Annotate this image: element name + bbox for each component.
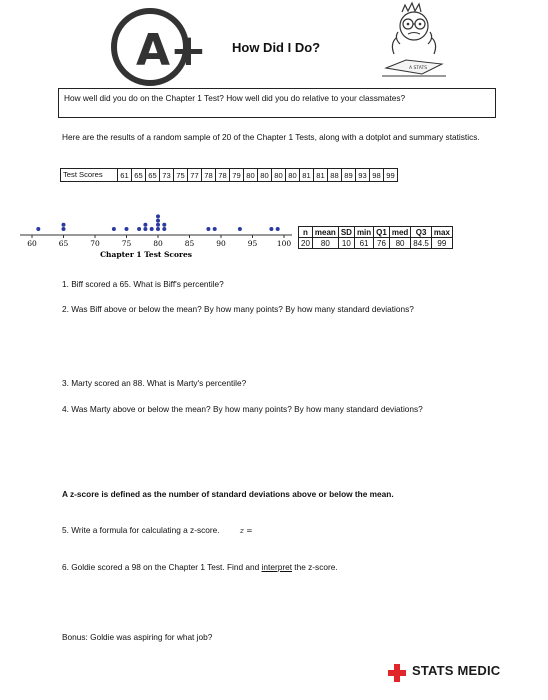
scores-label: Test Scores [61,169,118,182]
stats-header-cell: min [354,227,373,238]
score-cell: 77 [188,169,202,182]
dotplot-point [62,227,66,231]
dotplot-tick-label: 95 [247,239,258,248]
dotplot-point [62,223,66,227]
dotplot-point [213,227,217,231]
dotplot-point [269,227,273,231]
dotplot-point [162,223,166,227]
score-cell: 78 [202,169,216,182]
student-cartoon [376,2,450,82]
question-5 [62,525,502,536]
question-box: How well did you do on the Chapter 1 Test? How well did you do relative to your classmates? [58,88,496,118]
intro-text: Here are the results of a random sample of 20 of the Chapter 1 Tests, along with a dotplot and summary statistics. [62,132,480,142]
question-6-pre: 6. Goldie scored a 98 on the Chapter 1 Test. Find and [62,562,262,572]
summary-stats-table [298,226,453,249]
question-6 [62,562,502,573]
dotplot-tick-label: 70 [90,239,100,248]
dotplot-point [125,227,129,231]
score-cell: 98 [370,169,384,182]
dotplot-tick-label: 85 [184,239,195,248]
cartoon-paper-text: A STATS [409,66,428,71]
a-plus-logo [108,5,207,89]
dotplot-point [276,227,280,231]
score-cell: 81 [300,169,314,182]
stats-value-cell: 80 [312,238,338,249]
dotplot-tick-label: 65 [58,239,69,248]
score-cell: 79 [230,169,244,182]
score-cell: 89 [342,169,356,182]
question-6-interpret: interpret [261,562,292,572]
question-1: 1. Biff scored a 65. What is Biff's percentile? [62,279,224,289]
logo-text: A+ [136,25,207,76]
score-cell: 88 [328,169,342,182]
question-2: 2. Was Biff above or below the mean? By how many points? By how many standard deviations? [62,304,414,314]
dotplot-point [156,219,160,223]
dotplot-point [150,227,154,231]
scores-table [60,168,398,182]
scores-row [61,169,398,182]
stats-value-cell: 20 [299,238,313,249]
stats-value-cell: 84.5 [411,238,432,249]
score-cell: 93 [356,169,370,182]
stats-value-cell: 99 [431,238,452,249]
stats-header-cell: max [431,227,452,238]
medical-cross-icon [388,664,406,682]
stats-value-cell: 10 [338,238,354,249]
score-cell: 65 [132,169,146,182]
stats-value-cell: 76 [374,238,390,249]
question-4: 4. Was Marty above or below the mean? By how many points? By how many standard deviations? [62,404,423,414]
score-cell: 80 [244,169,258,182]
brand-name: STATS MEDIC [412,663,501,678]
stats-header-row [299,227,453,238]
score-cell: 80 [258,169,272,182]
score-cell: 65 [146,169,160,182]
dotplot-point [112,227,116,231]
question-3: 3. Marty scored an 88. What is Marty's percentile? [62,378,247,388]
score-cell: 75 [174,169,188,182]
z-formula: z = [239,526,253,535]
dotplot-point [238,227,242,231]
z-score-definition: A z-score is defined as the number of standard deviations above or below the mean. [62,489,394,499]
dotplot-tick-label: 90 [216,239,226,248]
dotplot-tick-label: 75 [121,239,132,248]
stats-header-cell: SD [338,227,354,238]
stats-value-cell: 61 [354,238,373,249]
dotplot-xlabel: Chapter 1 Test Scores [100,250,192,259]
score-cell: 78 [216,169,230,182]
dotplot-chart [20,206,300,262]
score-cell: 61 [118,169,132,182]
stats-header-cell: Q3 [411,227,432,238]
page-title: How Did I Do? [232,40,321,55]
score-cell: 81 [314,169,328,182]
question-6-post: the z-score. [292,562,338,572]
dotplot-tick-label: 60 [27,239,37,248]
dotplot-point [156,223,160,227]
dotplot-point [156,214,160,218]
dotplot-point [206,227,210,231]
dotplot-point [143,223,147,227]
dotplot-point [143,227,147,231]
stats-header-cell: Q1 [374,227,390,238]
dotplot-point [137,227,141,231]
dotplot-tick-label: 100 [276,239,292,248]
stats-header-cell: n [299,227,313,238]
dotplot-point [156,227,160,231]
score-cell: 80 [272,169,286,182]
question-5-text: 5. Write a formula for calculating a z-score. [62,525,220,535]
dotplot-point [36,227,40,231]
stats-header-cell: mean [312,227,338,238]
stats-value-cell: 80 [389,238,410,249]
score-cell: 73 [160,169,174,182]
dotplot-point [162,227,166,231]
stats-value-row [299,238,453,249]
stats-header-cell: med [389,227,410,238]
score-cell: 99 [384,169,398,182]
dotplot-tick-label: 80 [153,239,163,248]
bonus-question: Bonus: Goldie was aspiring for what job? [62,632,213,642]
score-cell: 80 [286,169,300,182]
